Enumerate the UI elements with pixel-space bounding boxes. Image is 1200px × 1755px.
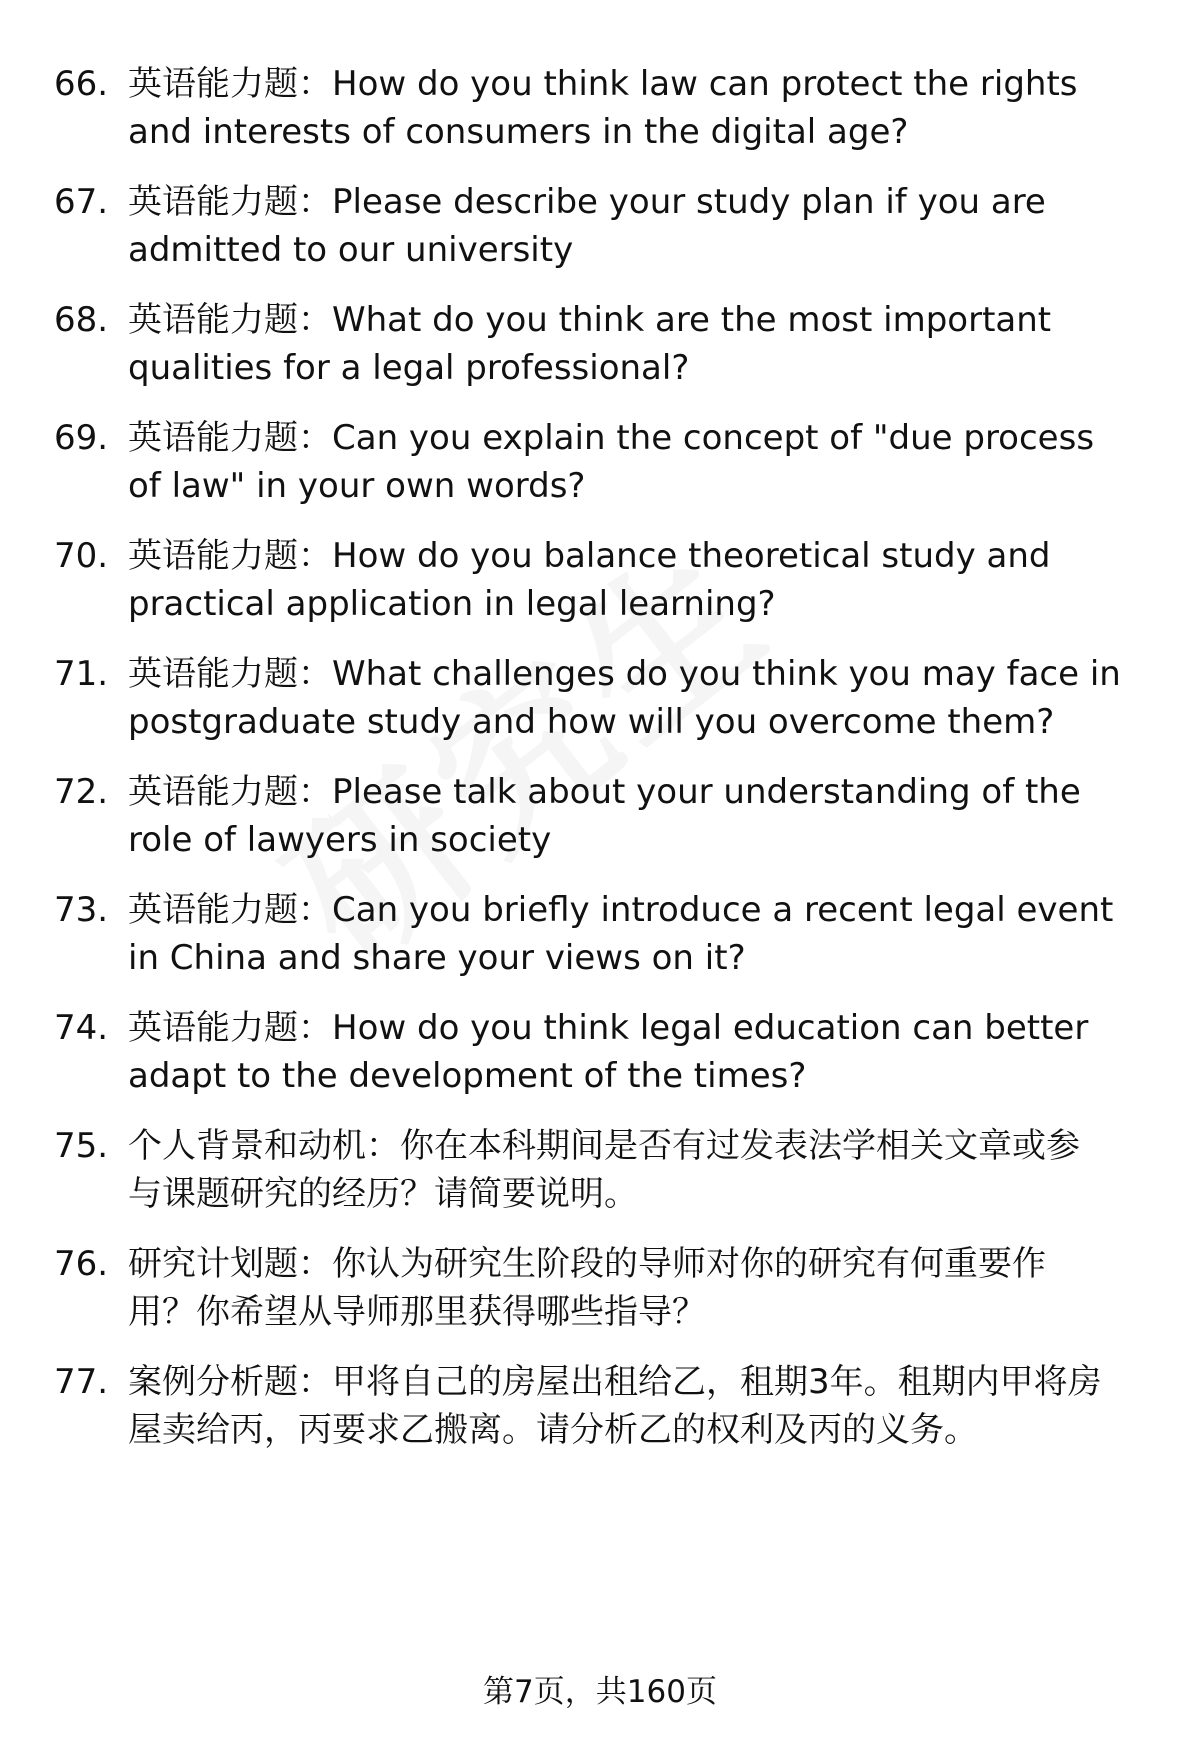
question-line: 英语能力题：How do you balance theoretical study and — [128, 536, 1051, 576]
question-text — [128, 1004, 1168, 1100]
question-line: 英语能力题：How do you think law can protect the rights — [128, 64, 1078, 104]
question-number: 73. — [54, 890, 109, 930]
question-number: 72. — [54, 772, 109, 812]
question-line: role of lawyers in society — [128, 820, 552, 860]
question-number: 69. — [54, 418, 109, 458]
question-line: 研究计划题：你认为研究生阶段的导师对你的研究有何重要作 — [128, 1244, 1046, 1284]
question-text — [128, 60, 1168, 156]
question-number: 74. — [54, 1008, 109, 1048]
question-line: 英语能力题：What challenges do you think you may face in — [128, 654, 1121, 694]
question-number: 71. — [54, 654, 109, 694]
question-text — [128, 1358, 1168, 1454]
question-text — [128, 532, 1168, 628]
page-number-label: 第7页，共160页 — [483, 1674, 717, 1710]
question-line: adapt to the development of the times? — [128, 1056, 807, 1096]
question-text — [128, 768, 1168, 864]
question-number: 77. — [54, 1362, 109, 1402]
question-text — [128, 1240, 1168, 1336]
question-line: practical application in legal learning? — [128, 584, 776, 624]
question-number: 68. — [54, 300, 109, 340]
question-line: 英语能力题：What do you think are the most important — [128, 300, 1052, 340]
question-line: 屋卖给丙，丙要求乙搬离。请分析乙的权利及丙的义务。 — [128, 1410, 978, 1450]
question-line: 英语能力题：How do you think legal education can better — [128, 1008, 1089, 1048]
question-number: 67. — [54, 182, 109, 222]
question-line: of law" in your own words? — [128, 466, 586, 506]
question-line: in China and share your views on it? — [128, 938, 746, 978]
question-line: 英语能力题：Can you briefly introduce a recent legal event — [128, 890, 1114, 930]
question-number: 76. — [54, 1244, 109, 1284]
question-line: postgraduate study and how will you overcome them? — [128, 702, 1055, 742]
question-text — [128, 650, 1168, 746]
question-line: qualities for a legal professional? — [128, 348, 690, 388]
question-line: 英语能力题：Please talk about your understanding of the — [128, 772, 1081, 812]
question-line: 用？你希望从导师那里获得哪些指导？ — [128, 1292, 706, 1332]
question-number: 75. — [54, 1126, 109, 1166]
page-footer — [0, 1672, 1200, 1712]
question-text — [128, 296, 1168, 392]
question-text — [128, 886, 1168, 982]
question-text — [128, 178, 1168, 274]
question-line: and interests of consumers in the digital age? — [128, 112, 909, 152]
question-text — [128, 414, 1168, 510]
question-number: 66. — [54, 64, 109, 104]
question-text — [128, 1122, 1168, 1218]
question-line: 个人背景和动机：你在本科期间是否有过发表法学相关文章或参 — [128, 1126, 1080, 1166]
question-line: 英语能力题：Can you explain the concept of "due process — [128, 418, 1095, 458]
question-line: admitted to our university — [128, 230, 574, 270]
question-line: 与课题研究的经历？请简要说明。 — [128, 1174, 638, 1214]
question-line: 案例分析题：甲将自己的房屋出租给乙，租期3年。租期内甲将房 — [128, 1362, 1102, 1402]
question-number: 70. — [54, 536, 109, 576]
question-line: 英语能力题：Please describe your study plan if you are — [128, 182, 1046, 222]
